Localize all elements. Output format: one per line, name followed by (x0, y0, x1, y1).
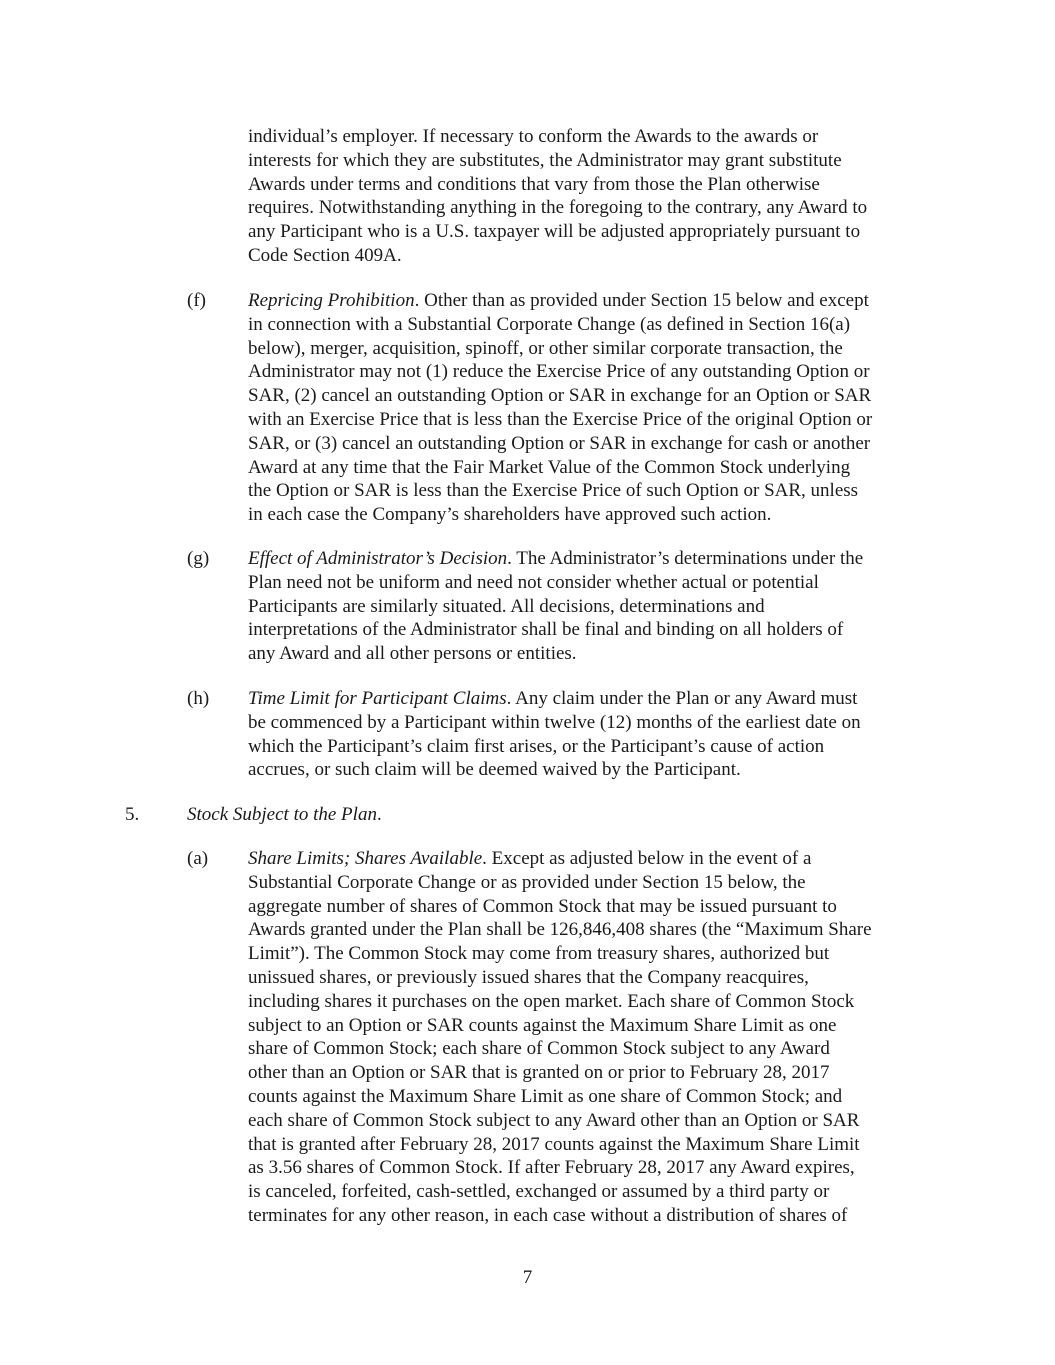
item-f-first-line-rest: . Other than as provided under Section 15 below and except (414, 290, 869, 311)
paragraph-line: subject to an Option or SAR counts against the Maximum Share Limit as one (248, 1014, 837, 1036)
paragraph-line: SAR, or (3) cancel an outstanding Option or SAR in exchange for cash or another (248, 432, 871, 454)
paragraph-line: unissued shares, or previously issued shares that the Company reacquires, (248, 966, 809, 988)
paragraph-line: aggregate number of shares of Common Stock that may be issued pursuant to (248, 895, 837, 917)
paragraph-line: below), merger, acquisition, spinoff, or other similar corporate transaction, the (248, 337, 843, 359)
item-a-paragraph (248, 847, 938, 1228)
paragraph-line: SAR, (2) cancel an outstanding Option or SAR in exchange for an Option or SAR (248, 385, 872, 407)
paragraph-first-line (248, 847, 938, 871)
paragraph-line: other than an Option or SAR that is granted on or prior to February 28, 2017 (248, 1062, 830, 1084)
section-5-number: 5. (125, 804, 140, 825)
paragraph-line: including shares it purchases on the open market. Each share of Common Stock (248, 990, 855, 1012)
paragraph-line: as 3.56 shares of Common Stock. If after February 28, 2017 any Award expires, (248, 1157, 855, 1179)
paragraph-line: Limit”). The Common Stock may come from treasury shares, authorized but (248, 943, 830, 965)
item-a-label: (a) (187, 848, 209, 869)
intro-paragraph (248, 125, 938, 268)
paragraph-line: requires. Notwithstanding anything in the foregoing to the contrary, any Award to (248, 197, 868, 219)
item-g-label: (g) (187, 548, 210, 569)
paragraph-line: Substantial Corporate Change or as provided under Section 15 below, the (248, 871, 806, 893)
paragraph-line: in connection with a Substantial Corporate Change (as defined in Section 16(a) (248, 313, 851, 335)
paragraph-line: Administrator may not (1) reduce the Exercise Price of any outstanding Option or (248, 361, 870, 383)
item-h-heading: Time Limit for Participant Claims (248, 688, 507, 709)
paragraph-line: the Option or SAR is less than the Exercise Price of such Option or SAR, unless (248, 480, 859, 502)
paragraph-line: interests for which they are substitutes, the Administrator may grant substitute (248, 149, 842, 171)
item-g-paragraph (248, 547, 938, 666)
paragraph-line: counts against the Maximum Share Limit as one share of Common Stock; and (248, 1085, 843, 1107)
item-a-first-line-rest: . Except as adjusted below in the event of a (482, 848, 812, 869)
paragraph-line: Plan need not be uniform and need not consider whether actual or potential (248, 571, 819, 593)
section-5-title (187, 803, 382, 827)
paragraph-line: interpretations of the Administrator shall be final and binding on all holders of (248, 619, 844, 641)
paragraph-line: that is granted after February 28, 2017 counts against the Maximum Share Limit (248, 1133, 860, 1155)
section-5-title-text: Stock Subject to the Plan (187, 804, 377, 825)
paragraph-line: Participants are similarly situated. All decisions, determinations and (248, 595, 765, 617)
section-5-title-suffix: . (376, 804, 382, 825)
paragraph-line: Awards under terms and conditions that vary from those the Plan otherwise (248, 173, 820, 195)
paragraph-line: Awards granted under the Plan shall be 126,846,408 shares (the “Maximum Share (248, 919, 872, 941)
paragraph-first-line (248, 289, 938, 313)
paragraph-line: individual’s employer. If necessary to conform the Awards to the awards or (248, 126, 819, 147)
paragraph-line: accrues, or such claim will be deemed waived by the Participant. (248, 759, 741, 781)
item-h-label: (h) (187, 688, 210, 709)
item-h-first-line-rest: . Any claim under the Plan or any Award must (506, 688, 858, 709)
paragraph-line: Award at any time that the Fair Market Value of the Common Stock underlying (248, 456, 851, 478)
paragraph-first-line (248, 687, 938, 711)
page-number: 7 (522, 1267, 533, 1288)
item-f-label: (f) (187, 290, 206, 311)
item-g-heading: Effect of Administrator’s Decision (248, 548, 508, 569)
paragraph-line: is canceled, forfeited, cash-settled, exchanged or assumed by a third party or (248, 1181, 830, 1203)
paragraph-line: Code Section 409A. (248, 244, 402, 266)
item-g-first-line-rest: . The Administrator’s determinations under the (507, 548, 864, 569)
item-h-paragraph (248, 687, 938, 782)
paragraph-line: any Participant who is a U.S. taxpayer will be adjusted appropriately pursuant to (248, 221, 861, 243)
paragraph-line: share of Common Stock; each share of Common Stock subject to any Award (248, 1038, 830, 1060)
paragraph-line: any Award and all other persons or entities. (248, 643, 577, 665)
paragraph-line: be commenced by a Participant within twelve (12) months of the earliest date on (248, 711, 861, 733)
item-f-heading: Repricing Prohibition (248, 290, 415, 311)
item-a-heading: Share Limits; Shares Available (248, 848, 483, 869)
paragraph-line: with an Exercise Price that is less than the Exercise Price of the original Option or (248, 408, 873, 430)
paragraph-line: in each case the Company’s shareholders have approved such action. (248, 504, 772, 526)
paragraph-line: terminates for any other reason, in each case without a distribution of shares of (248, 1204, 848, 1226)
paragraph-line: each share of Common Stock subject to any Award other than an Option or SAR (248, 1109, 860, 1131)
item-f-paragraph (248, 289, 938, 527)
paragraph-first-line (248, 547, 938, 571)
paragraph-line: which the Participant’s claim first arises, or the Participant’s cause of action (248, 735, 825, 757)
